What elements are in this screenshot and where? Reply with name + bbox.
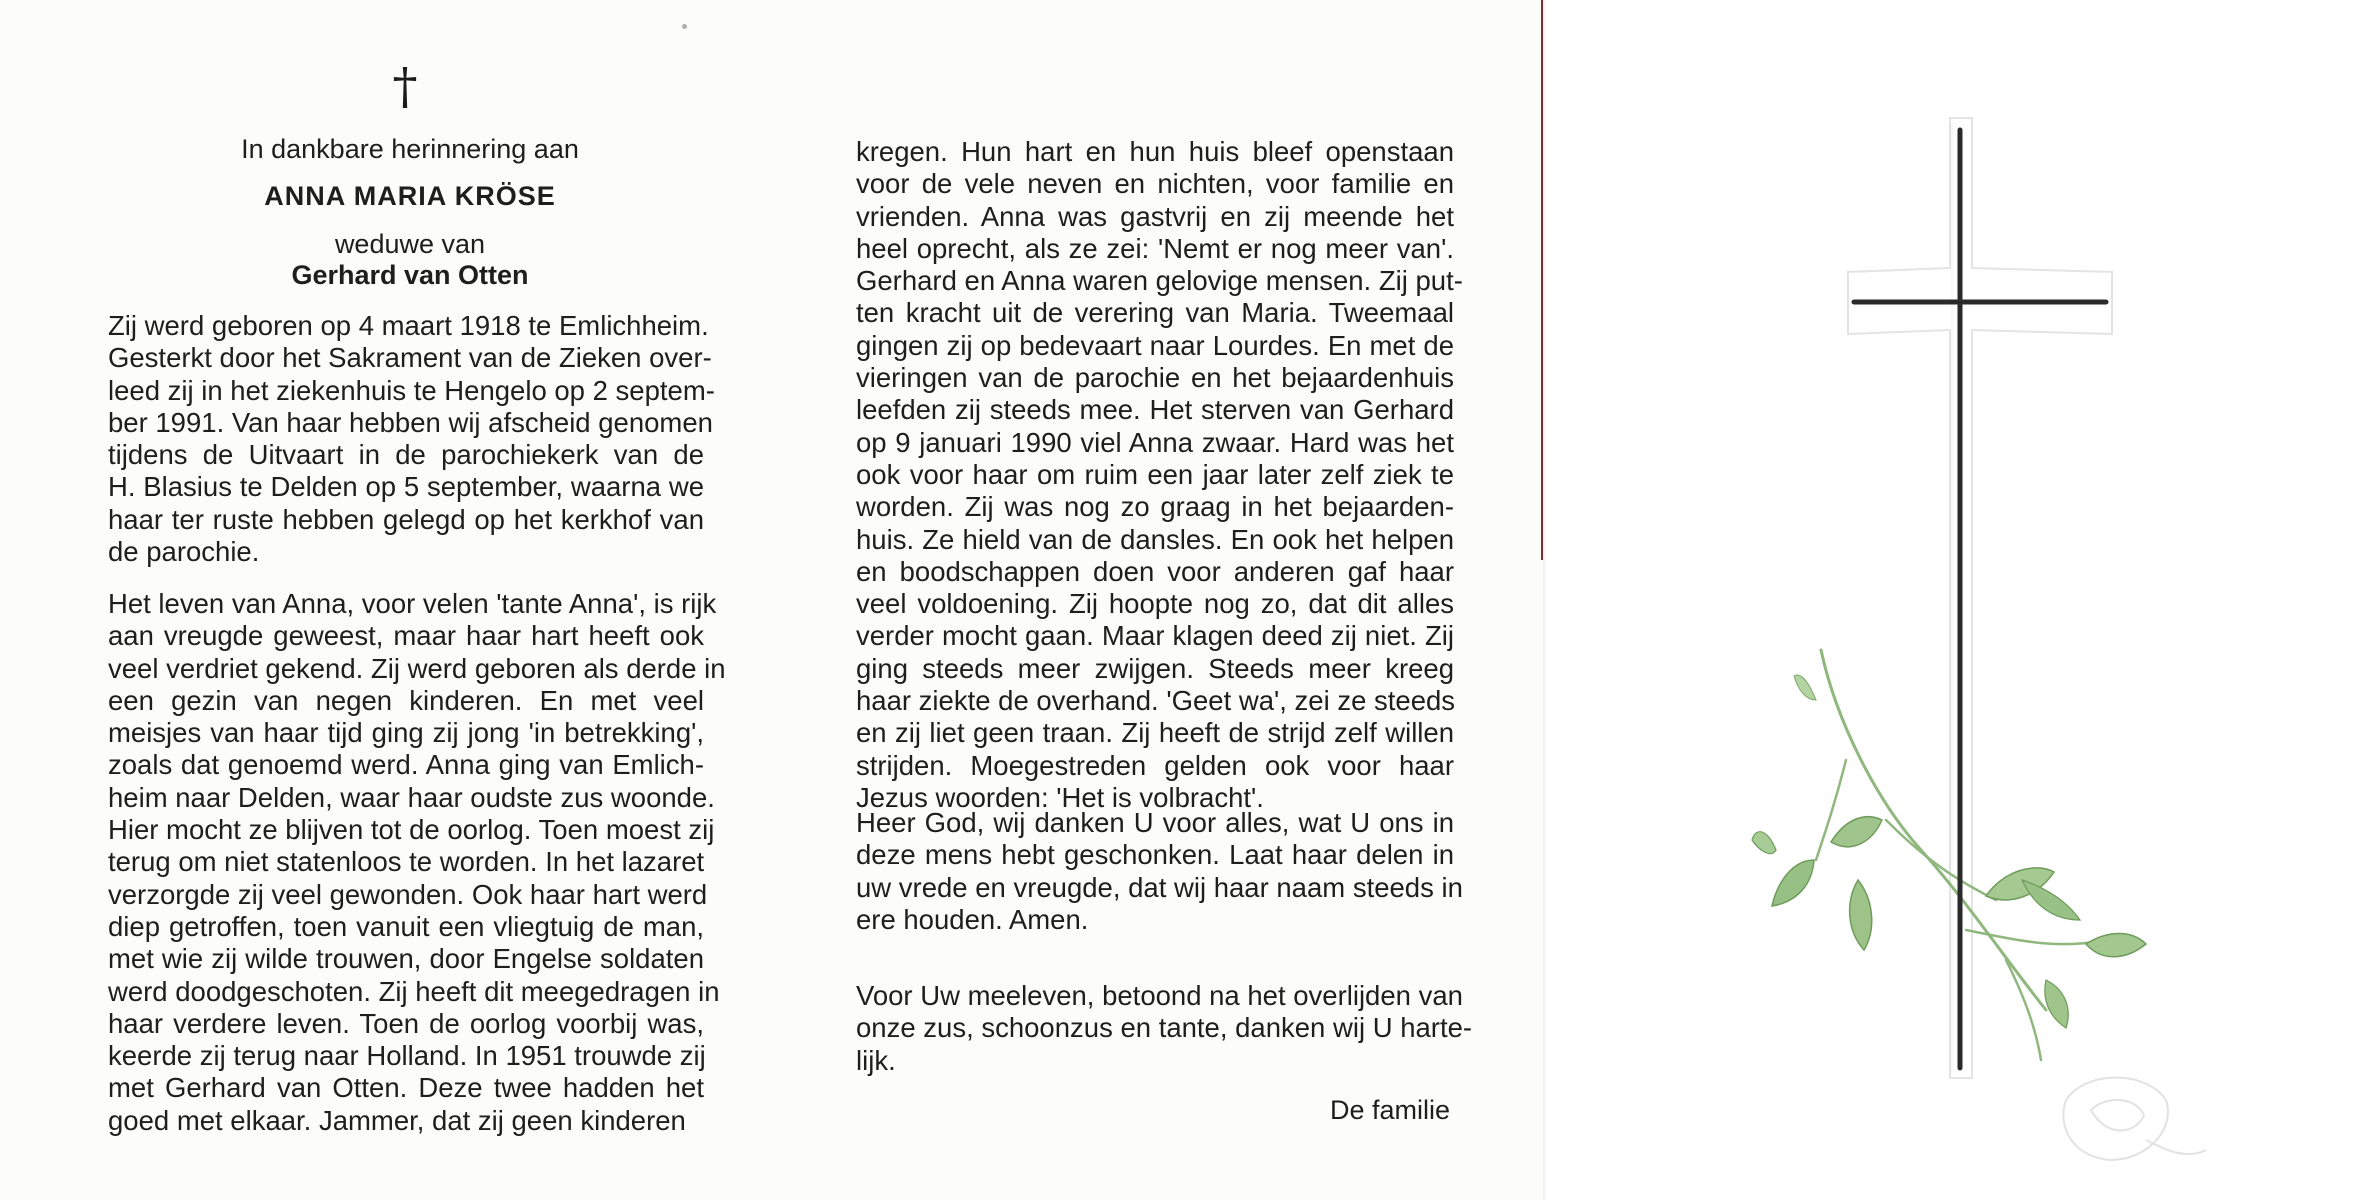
text-line: Gerhard en Anna waren gelovige mensen. Zij put- (856, 265, 1463, 297)
text-line: ten kracht uit de verering van Maria. Tweemaal (856, 297, 1454, 329)
text-line: met Gerhard van Otten. Deze twee hadden het (108, 1072, 704, 1104)
paragraph-life-story-continued (856, 136, 1463, 814)
text-line: Heer God, wij danken U voor alles, wat U ons in (856, 807, 1454, 838)
text-line: meisjes van haar tijd ging zij jong 'in betrekking', (108, 717, 704, 749)
text-line: zoals dat genoemd werd. Anna ging van Emlich- (108, 749, 704, 781)
text-line: een gezin van negen kinderen. En met veel (108, 684, 704, 716)
text-line: Voor Uw meeleven, betoond na het overlijden van (856, 980, 1463, 1011)
edge-speck (682, 24, 687, 29)
text-line: vrienden. Anna was gastvrij en zij meende het (856, 200, 1454, 232)
text-line: en zij liet geen traan. Zij heeft de strijd zelf willen (856, 717, 1454, 749)
text-line: leefden zij steeds mee. Het sterven van Gerhard (856, 394, 1454, 426)
widow-of-line: weduwe van (334, 229, 486, 259)
rose-bloom-icon (2063, 1078, 2206, 1161)
text-line: ber 1991. Van haar hebben wij afscheid genomen (108, 406, 713, 438)
signature: De familie (1329, 1095, 1450, 1125)
deceased-name: ANNA MARIA KRÖSE (264, 181, 556, 211)
text-line: leed zij in het ziekenhuis te Hengelo op 2 septem- (108, 374, 715, 406)
text-line: keerde zij terug naar Holland. In 1951 trouwde zij (108, 1040, 706, 1072)
text-line: verder mocht gaan. Maar klagen deed zij niet. Zij (856, 620, 1454, 652)
text-line: lijk. (856, 1044, 896, 1076)
text-line: H. Blasius te Delden op 5 september, waarna we (108, 471, 704, 503)
paragraph-birth-death (108, 310, 715, 568)
paragraph-life-story (108, 588, 726, 1137)
text-line: aan vreugde geweest, maar haar hart heeft ook (108, 620, 704, 652)
text-line: terug om niet statenloos te worden. In het lazaret (108, 846, 705, 878)
intro-line: In dankbare herinnering aan (241, 134, 579, 164)
cross-icon: † (392, 57, 418, 115)
text-line: haar ter ruste hebben gelegd op het kerkhof van (108, 503, 704, 535)
text-line: deze mens hebt geschonken. Laat haar delen in (856, 839, 1454, 871)
text-line: strijden. Moegestreden gelden ook voor haar (856, 749, 1454, 781)
text-line: op 9 januari 1990 viel Anna zwaar. Hard was het (856, 426, 1454, 458)
husband-name: Gerhard van Otten (291, 260, 529, 290)
text-line: ere houden. Amen. (856, 903, 1089, 935)
text-line: verzorgde zij veel gewonden. Ook haar hart werd (108, 878, 708, 910)
text-line: Gesterkt door het Sakrament van de Zieken over- (108, 342, 712, 374)
text-line: met wie zij wilde trouwen, door Engelse soldaten (108, 943, 704, 975)
text-line: ging steeds meer zwijgen. Steeds meer kreeg (856, 652, 1454, 684)
text-line: veel verdriet gekend. Zij werd geboren als derde in (108, 652, 726, 684)
image-page (1546, 0, 2356, 1200)
text-line: worden. Zij was nog zo graag in het bejaarden- (856, 491, 1454, 523)
text-line: voor de vele neven en nichten, voor familie en (856, 168, 1454, 200)
text-line: ook voor haar om ruim een jaar later zelf ziek te (856, 458, 1454, 490)
paragraph-thanks (856, 980, 1473, 1077)
cross-and-flower-illustration (1546, 0, 2356, 1200)
text-line: Zij werd geboren op 4 maart 1918 te Emlichheim. (108, 310, 709, 341)
text-line: goed met elkaar. Jammer, dat zij geen kinderen (108, 1104, 686, 1136)
text-line: kregen. Hun hart en hun huis bleef openstaan (856, 136, 1454, 167)
text-line: Jezus woorden: 'Het is volbracht'. (856, 781, 1264, 813)
text-line: gingen zij op bedevaart naar Lourdes. En met de (856, 329, 1454, 361)
text-line: uw vrede en vreugde, dat wij haar naam steeds in (856, 871, 1463, 903)
text-line: diep getroffen, toen vanuit een vliegtuig de man, (108, 910, 704, 942)
text-line: tijdens de Uitvaart in de parochiekerk van de (108, 439, 704, 471)
text-line: Het leven van Anna, voor velen 'tante Anna', is rijk (108, 588, 717, 619)
text-line: veel voldoening. Zij hoopte nog zo, dat dit alles (856, 588, 1454, 620)
text-line: en boodschappen doen voor anderen gaf haar (856, 555, 1454, 587)
text-line: werd doodgeschoten. Zij heeft dit meegedragen in (108, 975, 720, 1007)
text-line: heel oprecht, als ze zei: 'Nemt er nog meer van'. (856, 232, 1454, 264)
paragraph-prayer (856, 807, 1463, 936)
text-line: heim naar Delden, waar haar oudste zus woonde. (108, 781, 715, 813)
text-line: de parochie. (108, 536, 260, 568)
text-line: vieringen van de parochie en het bejaardenhuis (856, 362, 1454, 394)
text-line: onze zus, schoonzus en tante, danken wij U harte- (856, 1012, 1473, 1044)
text-line: huis. Ze hield van de dansles. En ook het helpen (856, 523, 1454, 555)
text-line: haar verdere leven. Toen de oorlog voorbij was, (108, 1007, 704, 1039)
text-line: haar ziekte de overhand. 'Geet wa', zei ze steeds (856, 685, 1456, 717)
text-line: Hier mocht ze blijven tot de oorlog. Toen moest zij (108, 814, 715, 846)
